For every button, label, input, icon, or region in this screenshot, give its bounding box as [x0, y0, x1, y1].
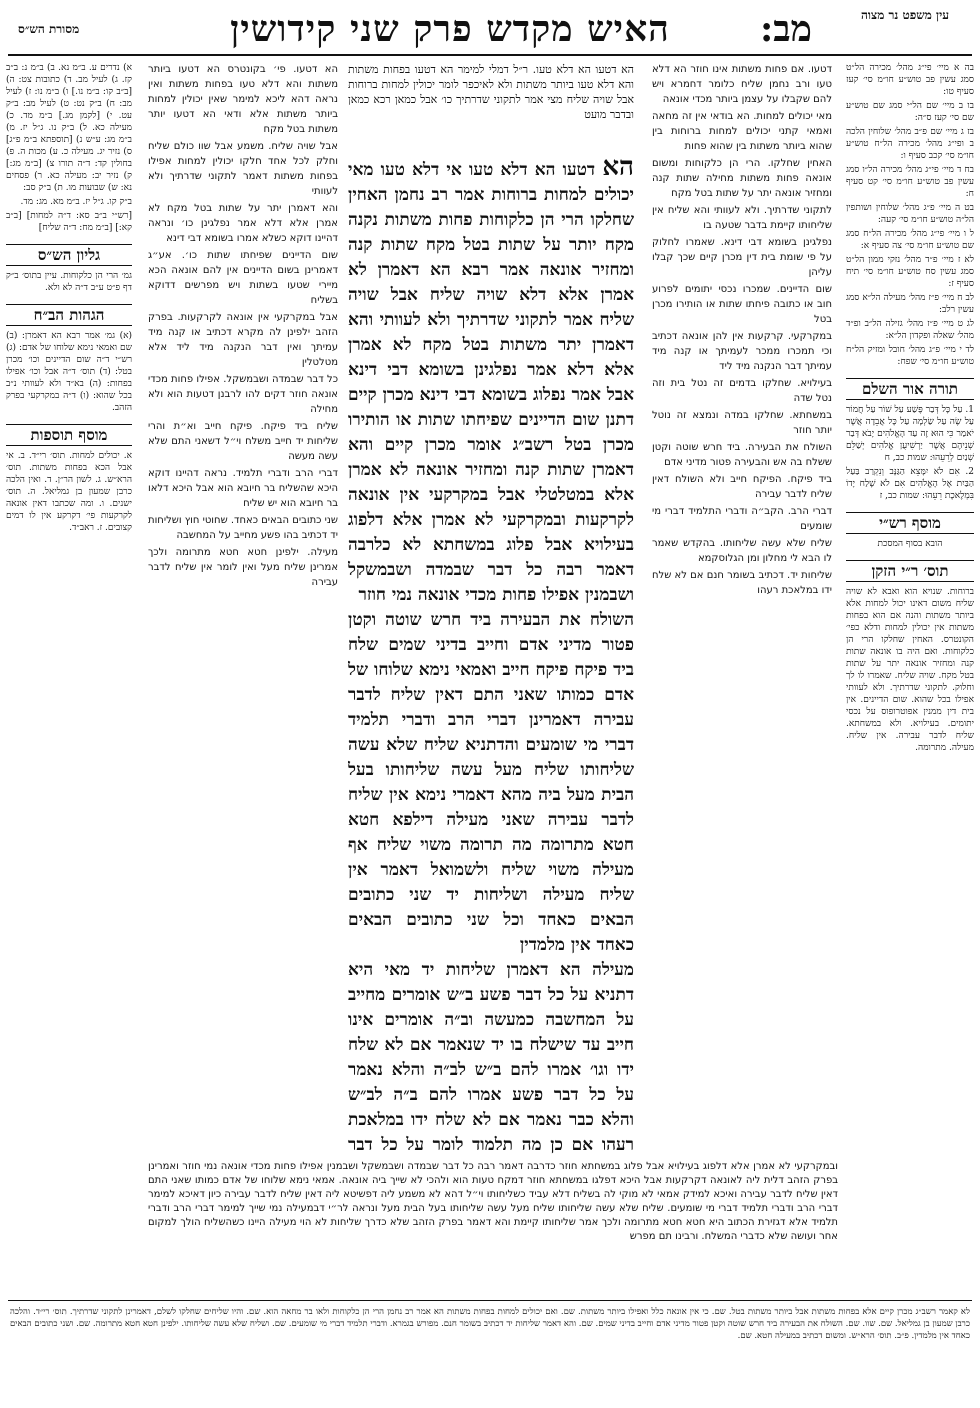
page-title: האיש מקדש פרק שני קידושין [230, 8, 670, 50]
rashi-paragraph: השולח את הבעירה. ביד חרש שוטה וקטן ששלח בה אש והבעירה פטור מדיני אדם [652, 442, 832, 468]
musaf-tosafot-text: א. יכולים למחות. תוס׳ רי״ד. ב. אי אבל הכא בפחות משתות. תוס׳ הרא״ש. ג. לשון הר״ן. ד. ואין הלכה כרבן שמעון בן גמליאל. ה. תוס׳ ישנים. ו. ומה שכתבו דאין אונאה לקרקעות פי׳ דקרקע אין לו דמים קצובים. ז. ראב״ד. [6, 451, 132, 533]
tosafot-paragraph: דברי הרב ודברי תלמיד. נראה דהיינו דוקא היכא שהשליח בר חיובא הוא אבל היכא דלאו בר חיובא הוא יש שליח [148, 468, 338, 509]
ein-mishpat-entry: בו ב מיי׳ שם הל״י סמג שם טוש״ע שם סי׳ קעז ס״ה: [846, 101, 974, 123]
tosafot-paragraph: שני כתובים הבאים כאחד. שחוטי חוץ ושליחות יד דכתיב בהו פשע מחייב על המחשבה [148, 515, 338, 541]
gemara-text [348, 155, 634, 1155]
header-divider [8, 54, 972, 56]
hagahot-bach-title: הגהות הב״ח [6, 304, 132, 326]
tosafot-paragraph: אבל שויה שליח. משמע אבל שוו כולם שליח וחלק לכל אחד חלקו יכולין למחות אפילו בפחות משתות דאמר לתקוני שדרתיך ולא לעוותי [148, 141, 338, 197]
ein-mishpat-entry: בז ג מיי׳ שם פ״ב מהל׳ שלוחין הלכה ב ופי״ג מהל׳ מכירה הל״ח טוש״ע חו״מ סי׳ קכב סעיף ו: [846, 127, 974, 161]
rashi-paragraph: מאי יכולים למחות. הא בודאי אין זה מחאה ואמאי קתני יכולים למחות ברוחות בין שהוא ביותר משתות בין שהוא פחות [652, 111, 832, 152]
gemara-paragraph-2 [348, 608, 634, 958]
rashi-paragraph: האחין שחלקו. הרי הן כלקוחות ומשום אונאה פחות משתות מחילה שתות קנה ומחזיר אונאה יתר על שתות בטל מקח [652, 158, 832, 199]
masoret-entry: ב״ק קו. ג״ל יז. ב״מ מא. מג: מד. [20, 197, 132, 207]
musaf-rashi-title: מוסף רש״י [846, 512, 974, 534]
tosafot-continuation [148, 1160, 838, 1295]
rashi-paragraph: ביד פיקח. הפיקח חייב ולא השולח דאין שליח לדבר עבירה [652, 474, 832, 500]
tosafot-paragraph: שליח ביד פיקח. פיקח חייב וא״ת והרי שליחות יד חייב משלח וי״ל דשאני התם שלא עשה מעשה [148, 421, 338, 462]
rashi-paragraph: במקרקעי. קרקעות אין להן אונאה דכתיב וכי תמכרו ממכר לעמיתך או קנה מיד עמיתך דבר הנקנה מיד ליד [652, 331, 832, 372]
page-header [0, 6, 980, 54]
ein-mishpat-entry: לב ח מיי׳ פ״ז מהל׳ מעילה הל״א סמג עשין רלב: [846, 293, 974, 315]
torah-or-title: תורה אור השלם [846, 378, 974, 400]
rashi-paragraph: שליחות יד. דכתיב בשומר חנם אם לא שלח ידו במלאכת רעהו [652, 570, 832, 596]
ein-mishpat-label: עין משפט נר מצוה [860, 8, 950, 22]
ein-mishpat-entry: לד י מיי׳ פ״ג מהל׳ חובל ומזיק הל״ח טוש״ע חו״מ סי׳ שפח: [846, 345, 974, 367]
ein-mishpat-entries [846, 62, 974, 368]
gemara-text-1: דטעו הא דלא טעו אי דלא טעו מאי יכולים למחות ברוחות אמר רב נחמן האחין שחלקו הרי הן כלקוחות פחות משתות נקנה מקח יותר על שתות בטל מקח שתות קנה ומחזיר אונאה אמר רבא הא דאמרן לא אמרן אלא דלא שויה שליח אבל שויה שליח אמר לתקוני שדרתיך ולא לעוותי והא דאמרן יתר משתות בטל מקח לא אמרן אלא דלא אמר נפלגינן בשומא דבי דינא אבל אמר נפלוג בשומא דבי דינא מכרן קיים דתנן שום הדיינים שפיחתו שתות או הותירו מכרן בטל רשב״ג אומר מכרן קיים והא דאמרן שתות קנה ומחזיר אונאה לא אמרן אלא במטלטלי אבל במקרקעי אין אונאה לקרקעות ובמקרקעי לא אמרן אלא דלפוג בעילויא אבל פלוג במשחתא לא כלרבה דאמר רבה כל דבר שבמדה ושבמשקל ושבמנין אפילו פחות מכדי אונאה נמי חוזר [348, 160, 634, 605]
ein-mishpat-entry: ל ו מיי׳ פי״ג מהל׳ מכירה הל״ח סמג שם טוש״ע חו״מ סי׳ צה סעיף א: [846, 229, 974, 251]
tosafot-continuation-text: ובמקרקעי לא אמרן אלא דלפוג בעילויא אבל פלוג במשחתא חוזר כדרבה דאמר רבה כל דבר שבמדה ושבמשקל ושבמנין אפילו פחות מכדי אונאה נמי חוזר ואמרינן בפרק הזהב דלית ליה לאונאה דקרקעות אבל היכא דפלגו במשחתא חוזר דמקח טעות הוא ולהכי לא שייך ביה אונאה. אמאי נימא שלוחו של אדם כמותו שאני התם דאין שליח לדבר עבירה ואיכא למידק אמאי לא מוקי לה בשליח דלא עביד כשליחותו וי״ל דהא לא משמע ליה דפשיטא ליה דאין שליח לדבר עבירה כיון דאיכא למימר דברי הרב ודברי תלמיד דברי מי שומעים. שליח שלא עשה שליחותו שליח מעל עשה שליחותו בעל הבית מעל ונראה לר״י דבמעילה נמי שייך למימר דברי הרב ודברי תלמיד אלא דגזירת הכתוב היא חטא חטא מתרומה ולכך אמר שליחותו קיימת והא דאמר בפרק הזהב שלא כדרך שליחות לא הוי מעילה היינו כשהשליח הולך למקום אחר ועושה שלא כדברי המשלח. ורבינו תם מפרש [148, 1161, 838, 1242]
tosafot-paragraph: שום הדיינים שפיחתו שתות כו׳. אע״ג דאמרינן בשום הדיינים אין להם אונאה הכא מיירי שטעו בשתות ויש מפרשים דדוקא בשליח [148, 250, 338, 306]
gemara-top-text: הא דטעו הא דלא טעו. ר״ל דמלי למימר הא דטעו בפחות משתות והא דלא טעו ביותר משתות ולא לאיכפר לומר יכולין למחות ברוחות אבל שויה שליח מצי אמר לתקוני שדרתיך כו׳ אבל כמאן רכא כמאן ובדבר מועט [348, 63, 634, 121]
ein-mishpat-entry: לא ז מיי׳ פ״ד מהל׳ נזקי ממון הל״ט סמג עשין סח טוש״ע חו״מ סי׳ תיח סעיף ז: [846, 255, 974, 289]
ein-mishpat-entry: בט ה מיי׳ פ״ג מהל׳ שלוחין ושותפין הל״ה טוש״ע חו״מ סי׳ קעה: [846, 203, 974, 225]
rashi-paragraph: לתקוני שדרתיך. ולא לעוותי והא שליח אין שליחותו קיימת בדבר שטעה בו [652, 205, 832, 231]
masoret-entry: [רש״י ב״ב סא: ד״ה למחות] [ב״ב קא:] [ב״מ מח: ד״ה שליח] [6, 211, 132, 233]
ein-mishpat-entry: בח ד מיי׳ פי״ג מהל׳ מכירה הל״ו סמג עשין פב טוש״ע חו״מ סי׳ קט סעיף ח: [846, 165, 974, 199]
footer-divider [8, 1300, 972, 1301]
gilyon-hashas-title: גליון הש״ס [6, 244, 132, 266]
rashi-paragraph: בעילויא. שחלקו בדמים זה נטל בית וזה נטל שדה [652, 378, 832, 404]
masoret-hashas-column [6, 62, 132, 1192]
rashi-paragraph: נפלגינן בשומא דבי דינא. שאמרו לחלוק על פי שומת בית דין מכרן קיים שכך קבלו עליהן [652, 237, 832, 278]
masoret-label: מסורת הש״ס [18, 22, 80, 36]
tosafot-column [148, 62, 338, 1192]
tosafot-paragraph: אבל במקרקעי אין אונאה לקרקעות. בפרק הזהב ילפינן לה מקרא דכתיב או קנה מיד עמיתך ואין דבר הנקנה מיד ליד אלא מטלטלין [148, 312, 338, 368]
rashi-paragraph: שום הדיינים. שמכרו נכסי יתומים לפרוע חוב או כתובה פיחתו שתות או הותירו מכרן בטל [652, 284, 832, 325]
tosafot-harosh-text: ברוחות. שנויא הוא ואבא לא שויה שליח משום דאינו יכול למחות אלא ביותר משתות והנה אם הוא בפחות משתות אין יכולין למחות ודלא כפי׳ הקונטרס. האחין שחלקו הרי הן כלקוחות. ואם היה בו אונאה שתות קנה ומחזיר אונאה יתר על שתות בטל מקח. שויה שליח. שאמרו לו לך וחלוק. לתקוני שדרתיך. ולא לעוותי אפילו בכל שהוא. שום הדיינים. אין בית דין ממנין אפוטרופוס על נכסי יתומים. בעילויא. ולא במשחתא. שליח לדבר עבירה. אין שליח. מעילה. מתרומה. [846, 587, 974, 753]
tosafot-paragraph: מעילה. ילפינן חטא חטא מתרומה ולכך אמרינן שליח מעל ואין לומר אין שליח לדבר עבירה [148, 547, 338, 588]
rashi-paragraph: דטעו. אם פחות משתות אינו חוזר הא דלא טעו ורב נחמן שליח כלומר דחמרא ויש להם שקבלו על עצמן ביותר מכדי אונאה [652, 64, 832, 105]
ein-mishpat-entry: בה א מיי׳ פי״ג מהל׳ מכירה הל״ט סמג עשין פב טוש״ע חו״מ סי׳ קעז סעיף טו: [846, 63, 974, 97]
gilyon-hashas-text: גמ׳ הרי הן כלקוחות. עיין בתוס׳ ב״ק דף פ״ט ע״ב ד״ה לא ולא. [6, 271, 132, 293]
tosafot-paragraph: והא דאמרן יתר על שתות בטל מקח לא אמרן אלא דלא אמר נפלגינן כו׳ ונראה דהיינו דוקא כשלא אמרו בשומא דבי דינא [148, 203, 338, 244]
tosafot-harosh-title: תוס׳ ר״י הזקן [846, 560, 974, 582]
rashi-paragraph: שליח שלא עשה שליחותו. בהקדש שאמר לו הבא לי מחלון ומן הגלוסקמא [652, 538, 832, 564]
daf-number: מב: [760, 8, 812, 50]
hagahot-bach-text: (א) גמ׳ אמר רבא הא דאמרן: (ב) שם ואמאי נימא שלוחו של אדם: (ג) רש״י ד״ה שום הדיינים וכו׳ מכרן בטל: (ד) תוס׳ ד״ה אבל וכו׳ אפילו בפחות: (ה) בא״ד ולא לעוותי נ״ב בכל שהוא: (ו) ד״ה במקרקעי בפרק הזהב. [6, 331, 132, 413]
gemara-top-commentary [348, 62, 634, 152]
torah-or-verses [846, 404, 974, 502]
rashi-column [652, 62, 832, 1192]
musaf-tosafot-title: מוסף תוספות [6, 424, 132, 446]
torah-verse: 1. עַל כָּל דְּבַר פֶּשַׁע עַל שׁוֹר עַל חֲמוֹר עַל שֶׂה עַל שַׂלְמָה עַל כָּל אֲבֵדָה אֲשֶׁר יֹאמַר כִּי הוּא זֶה עַד הָאֱלֹהִים יָבֹא דְּבַר שְׁנֵיהֶם אֲשֶׁר יַרְשִׁיעֻן אֱלֹהִים יְשַׁלֵּם שְׁנַיִם לְרֵעֵהוּ: שמות כב, ח [846, 405, 974, 463]
gemara-paragraph-1 [348, 155, 634, 608]
gemara-text-3: מעילה הא דאמרן שליחות יד מאי היא דתניא על כל דבר פשע ב״ש אומרים מחייב על המחשבה כמעשה וב״ה אומרים אינו חייב עד שישלח בו יד שנאמר אם לא שלח ידו וגו׳ אמרו להם ב״ש לב״ה והלא נאמר על כל דבר פשע אמרו להם ב״ה לב״ש והלא כבר נאמר אם לא שלח ידו במלאכת רעהו אם כן מה תלמוד לומר על כל דבר [348, 960, 634, 1155]
bottom-notes-text: לא קאמר רשב״ג מכרן קיים אלא בפחות משתות אבל ביותר משתות בטל. שם. כי אין אונאה כלל ואפילו ביותר משתות. שם. ואם יכולים למחות בפחות משתות הא אמר רב נחמן הרי הן כלקוחות ולאו בר מחאה הוא. שם. והיו שליחים שחלקו לשלם, דאמרינן לתקוני שדרתיך. תוס׳ רי״ד. והלכה כרבן שמעון בן גמליאל. שם. שוו. שם. השולח את הבעירה ביד חרש שוטה וקטן פטור מדיני אדם וחייב בדיני שמים. שם. והא דאמר שליחות יד דכתיב בשומר חנם. מפורש בגמרא. ודברי תלמיד דברי מי שומעים. שם. ושליח שלא עשה שליחותו. ילפינן חטא חטא מתרומה. שם. ושני כתובים הבאים כאחד אין מלמדין. פ״ב. תוס׳ הרא״ש. ומשום דכתיב במעילה חטא. שם. [10, 1307, 970, 1341]
masoret-entry: א) נדרים ע. ב״מ נא. ב) ב״מ נ: ב״ב קז. ג) לעיל מב. ד) כתובות צט: ה) [ב״ב קו: ב״מ נו.] ו) ב״מ נו: ז) לעיל מב: ח) ב״ק נט: ט) לעיל מב: ב״ק עט. י) [לקמן מג.] ב״מ מד. כ) מעילה כא. ל) ב״ק נו. ג״ל יז. מ) ב״מ מג: ע״ש נ) [תוספתא ב״מ פ״ג] ס) נזיר יג. מעילה כ. ע) מכות ה. פ) בחולין קד: ד״ה תורו צ) [ב״מ מג:] ק) נזיר יב: מעילה כא. ר) פסחים נא: ש) שבועות מו. ת) ב״ק סב: [6, 63, 132, 193]
gemara-paragraph-3 [348, 958, 634, 1155]
musaf-rashi-subtitle: הובא בסוף המסכת [877, 539, 943, 549]
rashi-paragraph: דברי הרב. הקב״ה ודברי התלמיד דברי מי שומעים [652, 506, 832, 532]
torah-verse: 2. אִם לֹא יִמָּצֵא הַגַּנָּב וְנִקְרַב בַּעַל הַבַּיִת אֶל הָאֱלֹהִים אִם לֹא שָׁלַח יָדוֹ בִּמְלֶאכֶת רֵעֵהוּ: שמות כב, ז [846, 467, 974, 501]
gemara-text-2: השולח את הבעירה ביד חרש שוטה וקטן פטור מדיני אדם וחייב בדיני שמים שלח ביד פיקח פיקח חייב ואמאי נימא שלוחו של אדם כמותו שאני התם דאין שליח לדבר עבירה דאמרינן דברי הרב ודברי תלמיד דברי מי שומעים והדתניא שליח שלא עשה שליחותו שליח מעל עשה שליחותו בעל הבית מעל ביה מהא דאמרי נימא אין שליח לדבר עבירה שאני מעילה דילפא חטא חטא מתרומה מה תרומה משוי שליח אף מעילה משוי שליח ולשמואל דאמר אין שליח מעילה ושליחות יד שני כתובים הבאים כאחד וכל שני כתובים הבאים כאחד אין מלמדין [348, 610, 634, 955]
rashi-paragraph: במשחתא. שחלקו במדה ונמצא זה נוטל יותר חוזר [652, 410, 832, 436]
bottom-notes [10, 1306, 970, 1402]
ein-mishpat-column [846, 62, 974, 1192]
gemara-opening-word: הא [602, 155, 634, 182]
ein-mishpat-entry: לג ט מיי׳ פ״ז מהל׳ גזילה הל״ב ופ״ד מהל׳ שאלה ופקדון הל״א: [846, 319, 974, 341]
tosafot-paragraph: הא דטעו. פי׳ בקונטרס הא דטעו ביותר משתות והא דלא טעו בפחות משתות ואין נראה דהא ליכא למימר שאין יכולין למחות ביותר משתות אלא ודאי הא דטעו יותר משתות בטל מקח [148, 64, 338, 135]
tosafot-paragraph: כל דבר שבמדה ושבמשקל. אפילו פחות מכדי אונאה חוזר דקים להו לרבנן דטעות הוא ולא מחילה [148, 374, 338, 415]
masoret-entries [6, 62, 132, 234]
